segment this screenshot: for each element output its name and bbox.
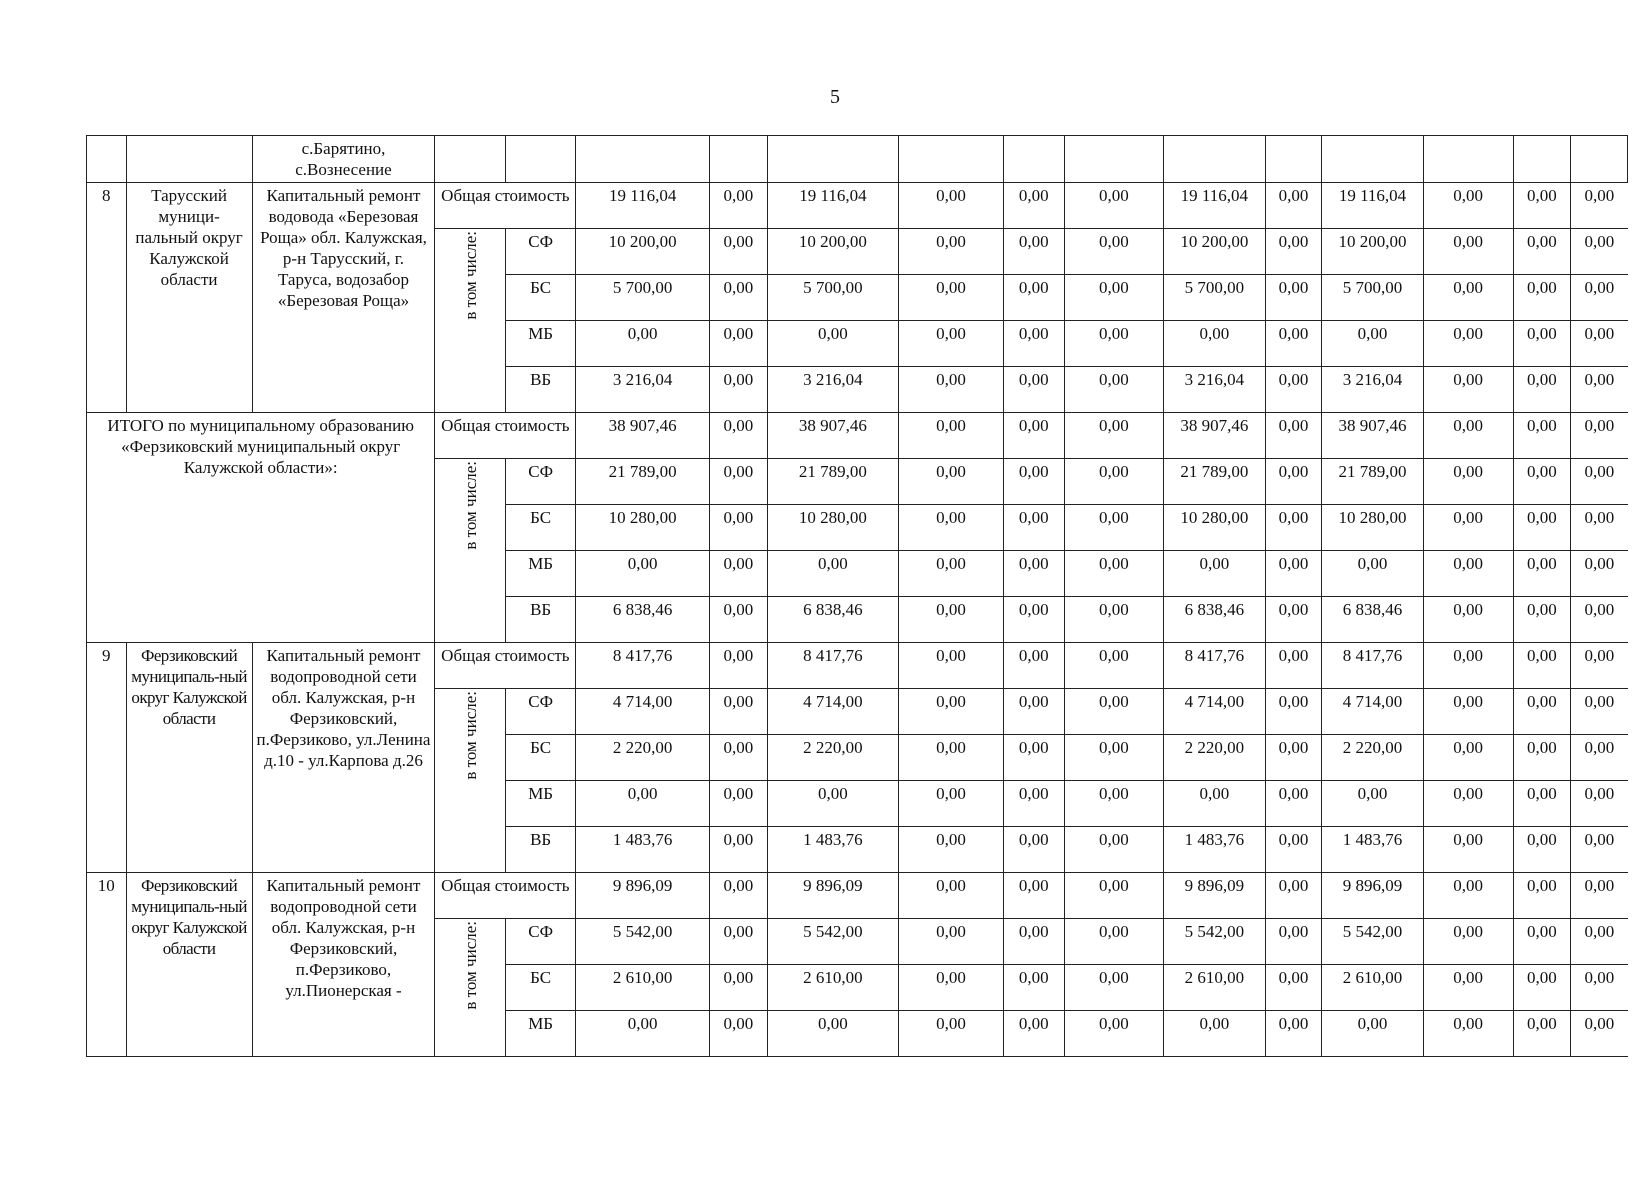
cell <box>87 136 127 183</box>
value-cell: 0,00 <box>1265 459 1322 505</box>
value-cell: 2 220,00 <box>767 735 898 781</box>
source-code: БС <box>505 505 576 551</box>
value-cell: 0,00 <box>709 597 767 643</box>
value-cell: 0,00 <box>899 597 1004 643</box>
value-cell: 0,00 <box>1423 551 1513 597</box>
source-code: ВБ <box>505 367 576 413</box>
value-cell: 0,00 <box>899 643 1004 689</box>
value-cell: 21 789,00 <box>1322 459 1424 505</box>
value-cell: 0,00 <box>1322 551 1424 597</box>
value-cell: 0,00 <box>1423 183 1513 229</box>
value-cell: 0,00 <box>1265 229 1322 275</box>
value-cell: 0,00 <box>1513 781 1571 827</box>
value-cell: 0,00 <box>1064 919 1163 965</box>
value-cell: 10 200,00 <box>767 229 898 275</box>
value-cell: 0,00 <box>1003 275 1064 321</box>
value-cell: 0,00 <box>1571 781 1628 827</box>
value-cell: 0,00 <box>899 321 1004 367</box>
value-cell: 0,00 <box>709 735 767 781</box>
value-cell: 0,00 <box>709 1011 767 1057</box>
value-cell: 0,00 <box>1265 735 1322 781</box>
value-cell: 0,00 <box>1513 183 1571 229</box>
value-cell: 10 200,00 <box>1164 229 1266 275</box>
value-cell: 0,00 <box>1003 321 1064 367</box>
object-description: Капитальный ремонт водопроводной сети обл. Калужская, р-н Ферзиковский, п.Ферзиково, ул.Ленина д.10 - ул.Карпова д.26 <box>252 643 435 873</box>
value-cell: 0,00 <box>1322 1011 1424 1057</box>
value-cell: 0,00 <box>1423 827 1513 873</box>
value-cell: 0,00 <box>1064 1011 1163 1057</box>
source-code: СФ <box>505 229 576 275</box>
municipality: Ферзиковский муниципаль-ный округ Калужской области <box>126 643 252 873</box>
value-cell: 5 700,00 <box>1322 275 1424 321</box>
value-cell: 0,00 <box>899 459 1004 505</box>
object-description: Капитальный ремонт водопроводной сети обл. Калужская, р-н Ферзиковский, п.Ферзиково, ул.Пионерская - <box>252 873 435 1057</box>
value-cell: 0,00 <box>1571 229 1628 275</box>
value-cell: 0,00 <box>1003 965 1064 1011</box>
value-cell: 10 280,00 <box>576 505 710 551</box>
value-cell: 19 116,04 <box>576 183 710 229</box>
value-cell: 21 789,00 <box>767 459 898 505</box>
value-cell: 0,00 <box>1265 551 1322 597</box>
value-cell: 0,00 <box>899 781 1004 827</box>
value-cell: 0,00 <box>1423 413 1513 459</box>
value-cell: 0,00 <box>1003 781 1064 827</box>
total-row <box>87 873 1628 919</box>
value-cell: 0,00 <box>709 459 767 505</box>
value-cell: 0,00 <box>1513 229 1571 275</box>
value-cell: 3 216,04 <box>1164 367 1266 413</box>
value-cell: 0,00 <box>709 689 767 735</box>
value-cell: 3 216,04 <box>576 367 710 413</box>
value-cell: 0,00 <box>1322 781 1424 827</box>
value-cell: 0,00 <box>1064 551 1163 597</box>
value-cell: 38 907,46 <box>1322 413 1424 459</box>
total-row <box>87 413 1628 459</box>
value-cell: 6 838,46 <box>767 597 898 643</box>
value-cell: 0,00 <box>1064 781 1163 827</box>
value-cell: 0,00 <box>1265 275 1322 321</box>
value-cell: 8 417,76 <box>767 643 898 689</box>
value-cell: 0,00 <box>1423 643 1513 689</box>
value-cell: 0,00 <box>709 919 767 965</box>
value-cell: 0,00 <box>1003 413 1064 459</box>
value-cell: 0,00 <box>1003 505 1064 551</box>
value-cell: 0,00 <box>1265 873 1322 919</box>
value-cell: 0,00 <box>899 735 1004 781</box>
value-cell: 0,00 <box>576 321 710 367</box>
value-cell: 0,00 <box>1164 1011 1266 1057</box>
value-cell: 9 896,09 <box>1164 873 1266 919</box>
value-cell: 0,00 <box>1003 229 1064 275</box>
value-cell: 21 789,00 <box>1164 459 1266 505</box>
value-cell: 9 896,09 <box>576 873 710 919</box>
value-cell: 0,00 <box>1513 919 1571 965</box>
value-cell: 10 280,00 <box>1164 505 1266 551</box>
value-cell: 8 417,76 <box>576 643 710 689</box>
value-cell: 0,00 <box>1423 919 1513 965</box>
value-cell: 0,00 <box>1265 781 1322 827</box>
value-cell: 0,00 <box>1571 275 1628 321</box>
including-text: в том числе: <box>460 461 480 550</box>
value-cell: 0,00 <box>1423 229 1513 275</box>
total-cost-label: Общая стоимость <box>435 643 576 689</box>
page-number: 5 <box>830 86 840 108</box>
value-cell: 8 417,76 <box>1164 643 1266 689</box>
value-cell: 10 280,00 <box>767 505 898 551</box>
value-cell: 0,00 <box>1513 689 1571 735</box>
value-cell: 5 542,00 <box>1164 919 1266 965</box>
value-cell: 0,00 <box>1571 413 1628 459</box>
value-cell: 5 700,00 <box>1164 275 1266 321</box>
value-cell: 0,00 <box>709 367 767 413</box>
value-cell: 2 220,00 <box>1322 735 1424 781</box>
value-cell: 0,00 <box>1064 597 1163 643</box>
value-cell: 0,00 <box>1064 735 1163 781</box>
value-cell: 0,00 <box>1322 321 1424 367</box>
source-code: БС <box>505 965 576 1011</box>
value-cell: 2 610,00 <box>1322 965 1424 1011</box>
value-cell: 0,00 <box>1265 689 1322 735</box>
value-cell: 0,00 <box>709 505 767 551</box>
value-cell: 0,00 <box>1513 873 1571 919</box>
source-code: СФ <box>505 919 576 965</box>
value-cell: 19 116,04 <box>767 183 898 229</box>
value-cell: 0,00 <box>1064 413 1163 459</box>
value-cell: 0,00 <box>899 827 1004 873</box>
value-cell: 0,00 <box>709 321 767 367</box>
value-cell: 0,00 <box>1003 459 1064 505</box>
value-cell: 0,00 <box>1003 689 1064 735</box>
value-cell: 0,00 <box>1423 321 1513 367</box>
value-cell: 0,00 <box>1513 321 1571 367</box>
value-cell: 0,00 <box>709 643 767 689</box>
value-cell: 0,00 <box>1571 919 1628 965</box>
value-cell: 0,00 <box>1003 367 1064 413</box>
total-cost-label: Общая стоимость <box>435 873 576 919</box>
value-cell: 9 896,09 <box>767 873 898 919</box>
value-cell: 0,00 <box>1003 551 1064 597</box>
value-cell: 0,00 <box>1164 321 1266 367</box>
value-cell: 0,00 <box>1571 827 1628 873</box>
including-text: в том числе: <box>460 691 480 780</box>
value-cell: 0,00 <box>1064 367 1163 413</box>
value-cell: 0,00 <box>1064 275 1163 321</box>
value-cell: 0,00 <box>1513 965 1571 1011</box>
value-cell: 4 714,00 <box>576 689 710 735</box>
value-cell: 9 896,09 <box>1322 873 1424 919</box>
value-cell: 0,00 <box>767 321 898 367</box>
value-cell: 0,00 <box>576 781 710 827</box>
value-cell: 0,00 <box>1571 689 1628 735</box>
value-cell: 0,00 <box>1003 919 1064 965</box>
value-cell: 0,00 <box>1064 965 1163 1011</box>
value-cell: 0,00 <box>1571 183 1628 229</box>
continuation-row <box>87 136 1628 183</box>
value-cell: 0,00 <box>1265 183 1322 229</box>
value-cell: 21 789,00 <box>576 459 710 505</box>
value-cell: 0,00 <box>1513 505 1571 551</box>
value-cell: 0,00 <box>1064 689 1163 735</box>
value-cell: 0,00 <box>709 183 767 229</box>
value-cell: 0,00 <box>1571 735 1628 781</box>
value-cell: 0,00 <box>709 827 767 873</box>
value-cell: 0,00 <box>899 965 1004 1011</box>
value-cell: 38 907,46 <box>576 413 710 459</box>
value-cell: 0,00 <box>1571 505 1628 551</box>
value-cell: 0,00 <box>1265 965 1322 1011</box>
value-cell: 1 483,76 <box>1164 827 1266 873</box>
total-cost-label: Общая стоимость <box>435 183 576 229</box>
value-cell: 0,00 <box>1513 1011 1571 1057</box>
cell <box>709 136 767 183</box>
value-cell: 0,00 <box>1265 643 1322 689</box>
source-code: МБ <box>505 321 576 367</box>
value-cell: 0,00 <box>1423 275 1513 321</box>
source-code: СФ <box>505 459 576 505</box>
value-cell: 0,00 <box>1571 873 1628 919</box>
value-cell: 0,00 <box>1003 735 1064 781</box>
value-cell: 0,00 <box>1571 321 1628 367</box>
value-cell: 5 700,00 <box>576 275 710 321</box>
value-cell: 2 220,00 <box>1164 735 1266 781</box>
total-label: ИТОГО по муниципальному образованию «Ферзиковский муниципальный округ Калужской области»: <box>87 413 435 643</box>
value-cell: 6 838,46 <box>1322 597 1424 643</box>
value-cell: 0,00 <box>1423 781 1513 827</box>
cell <box>1571 136 1628 183</box>
value-cell: 0,00 <box>1003 597 1064 643</box>
value-cell: 0,00 <box>1571 551 1628 597</box>
value-cell: 0,00 <box>709 275 767 321</box>
including-label <box>435 459 506 643</box>
value-cell: 0,00 <box>1265 505 1322 551</box>
source-code: ВБ <box>505 597 576 643</box>
value-cell: 3 216,04 <box>1322 367 1424 413</box>
value-cell: 0,00 <box>1064 459 1163 505</box>
value-cell: 0,00 <box>1513 643 1571 689</box>
value-cell: 5 542,00 <box>576 919 710 965</box>
value-cell: 0,00 <box>1064 873 1163 919</box>
including-text: в том числе: <box>460 231 480 320</box>
value-cell: 0,00 <box>1571 597 1628 643</box>
value-cell: 0,00 <box>1003 643 1064 689</box>
value-cell: 0,00 <box>1003 1011 1064 1057</box>
value-cell: 10 200,00 <box>1322 229 1424 275</box>
value-cell: 5 542,00 <box>1322 919 1424 965</box>
value-cell: 0,00 <box>1423 1011 1513 1057</box>
value-cell: 8 417,76 <box>1322 643 1424 689</box>
cell <box>899 136 1004 183</box>
value-cell: 0,00 <box>1064 321 1163 367</box>
total-row <box>87 643 1628 689</box>
value-cell: 0,00 <box>1064 183 1163 229</box>
value-cell: 0,00 <box>899 551 1004 597</box>
value-cell: 0,00 <box>1513 827 1571 873</box>
value-cell: 0,00 <box>1423 873 1513 919</box>
value-cell: 10 200,00 <box>576 229 710 275</box>
value-cell: 0,00 <box>709 413 767 459</box>
value-cell: 0,00 <box>1003 827 1064 873</box>
cell <box>1322 136 1424 183</box>
value-cell: 19 116,04 <box>1164 183 1266 229</box>
value-cell: 0,00 <box>1064 229 1163 275</box>
value-cell: 0,00 <box>709 873 767 919</box>
value-cell: 0,00 <box>1571 459 1628 505</box>
value-cell: 0,00 <box>1513 551 1571 597</box>
value-cell: 0,00 <box>1423 735 1513 781</box>
source-code: БС <box>505 735 576 781</box>
value-cell: 0,00 <box>1265 597 1322 643</box>
value-cell: 0,00 <box>1265 413 1322 459</box>
value-cell: 0,00 <box>899 367 1004 413</box>
value-cell: 0,00 <box>576 551 710 597</box>
municipality: Тарусский муници-пальный округ Калужской области <box>126 183 252 413</box>
value-cell: 4 714,00 <box>767 689 898 735</box>
cell <box>505 136 576 183</box>
value-cell: 0,00 <box>576 1011 710 1057</box>
source-code: МБ <box>505 551 576 597</box>
value-cell: 5 542,00 <box>767 919 898 965</box>
value-cell: 0,00 <box>899 413 1004 459</box>
value-cell: 0,00 <box>899 505 1004 551</box>
value-cell: 0,00 <box>1164 781 1266 827</box>
value-cell: 1 483,76 <box>767 827 898 873</box>
value-cell: 0,00 <box>1423 505 1513 551</box>
value-cell: 3 216,04 <box>767 367 898 413</box>
row-number: 8 <box>87 183 127 413</box>
object-continuation: с.Барятино, с.Вознесение <box>252 136 435 183</box>
value-cell: 0,00 <box>1571 643 1628 689</box>
municipality: Ферзиковский муниципаль-ный округ Калужской области <box>126 873 252 1057</box>
source-code: ВБ <box>505 827 576 873</box>
value-cell: 4 714,00 <box>1322 689 1424 735</box>
value-cell: 0,00 <box>1513 367 1571 413</box>
value-cell: 0,00 <box>1423 367 1513 413</box>
value-cell: 0,00 <box>709 229 767 275</box>
cell <box>1265 136 1322 183</box>
value-cell: 0,00 <box>767 551 898 597</box>
cell <box>1513 136 1571 183</box>
value-cell: 2 220,00 <box>576 735 710 781</box>
source-code: БС <box>505 275 576 321</box>
cell <box>767 136 898 183</box>
financing-table <box>86 135 1628 1057</box>
value-cell: 0,00 <box>709 965 767 1011</box>
value-cell: 0,00 <box>1571 1011 1628 1057</box>
value-cell: 0,00 <box>1571 367 1628 413</box>
value-cell: 0,00 <box>899 183 1004 229</box>
value-cell: 2 610,00 <box>576 965 710 1011</box>
value-cell: 4 714,00 <box>1164 689 1266 735</box>
value-cell: 2 610,00 <box>767 965 898 1011</box>
value-cell: 0,00 <box>1513 459 1571 505</box>
value-cell: 6 838,46 <box>1164 597 1266 643</box>
value-cell: 0,00 <box>1164 551 1266 597</box>
value-cell: 0,00 <box>1513 735 1571 781</box>
value-cell: 1 483,76 <box>1322 827 1424 873</box>
cell <box>1064 136 1163 183</box>
row-number: 10 <box>87 873 127 1057</box>
value-cell: 0,00 <box>1064 643 1163 689</box>
value-cell: 0,00 <box>1003 873 1064 919</box>
value-cell: 6 838,46 <box>576 597 710 643</box>
value-cell: 0,00 <box>899 689 1004 735</box>
value-cell: 0,00 <box>1571 965 1628 1011</box>
value-cell: 0,00 <box>1064 827 1163 873</box>
value-cell: 38 907,46 <box>1164 413 1266 459</box>
value-cell: 2 610,00 <box>1164 965 1266 1011</box>
value-cell: 0,00 <box>1265 827 1322 873</box>
value-cell: 10 280,00 <box>1322 505 1424 551</box>
cell <box>435 136 506 183</box>
value-cell: 19 116,04 <box>1322 183 1424 229</box>
value-cell: 0,00 <box>1423 965 1513 1011</box>
value-cell: 0,00 <box>899 229 1004 275</box>
row-number: 9 <box>87 643 127 873</box>
value-cell: 0,00 <box>1265 1011 1322 1057</box>
including-text: в том числе: <box>460 921 480 1010</box>
value-cell: 0,00 <box>1064 505 1163 551</box>
cell <box>576 136 710 183</box>
value-cell: 0,00 <box>1265 321 1322 367</box>
including-label <box>435 919 506 1057</box>
cell <box>1164 136 1266 183</box>
object-description: Капитальный ремонт водовода «Березовая Роща» обл. Калужская, р-н Тарусский, г. Таруса, водозабор «Березовая Роща» <box>252 183 435 413</box>
value-cell: 0,00 <box>709 551 767 597</box>
value-cell: 5 700,00 <box>767 275 898 321</box>
including-label <box>435 689 506 873</box>
value-cell: 0,00 <box>899 873 1004 919</box>
source-code: МБ <box>505 781 576 827</box>
cell <box>1003 136 1064 183</box>
cell <box>126 136 252 183</box>
value-cell: 0,00 <box>767 1011 898 1057</box>
value-cell: 0,00 <box>1265 919 1322 965</box>
value-cell: 0,00 <box>1003 183 1064 229</box>
total-row <box>87 183 1628 229</box>
value-cell: 0,00 <box>1423 459 1513 505</box>
value-cell: 0,00 <box>709 781 767 827</box>
value-cell: 1 483,76 <box>576 827 710 873</box>
value-cell: 0,00 <box>1513 597 1571 643</box>
value-cell: 0,00 <box>767 781 898 827</box>
source-code: СФ <box>505 689 576 735</box>
source-code: МБ <box>505 1011 576 1057</box>
value-cell: 0,00 <box>899 275 1004 321</box>
value-cell: 0,00 <box>1423 689 1513 735</box>
including-label <box>435 229 506 413</box>
value-cell: 0,00 <box>1265 367 1322 413</box>
value-cell: 0,00 <box>899 1011 1004 1057</box>
cell <box>1423 136 1513 183</box>
value-cell: 0,00 <box>1423 597 1513 643</box>
total-cost-label: Общая стоимость <box>435 413 576 459</box>
value-cell: 0,00 <box>899 919 1004 965</box>
value-cell: 38 907,46 <box>767 413 898 459</box>
value-cell: 0,00 <box>1513 413 1571 459</box>
value-cell: 0,00 <box>1513 275 1571 321</box>
